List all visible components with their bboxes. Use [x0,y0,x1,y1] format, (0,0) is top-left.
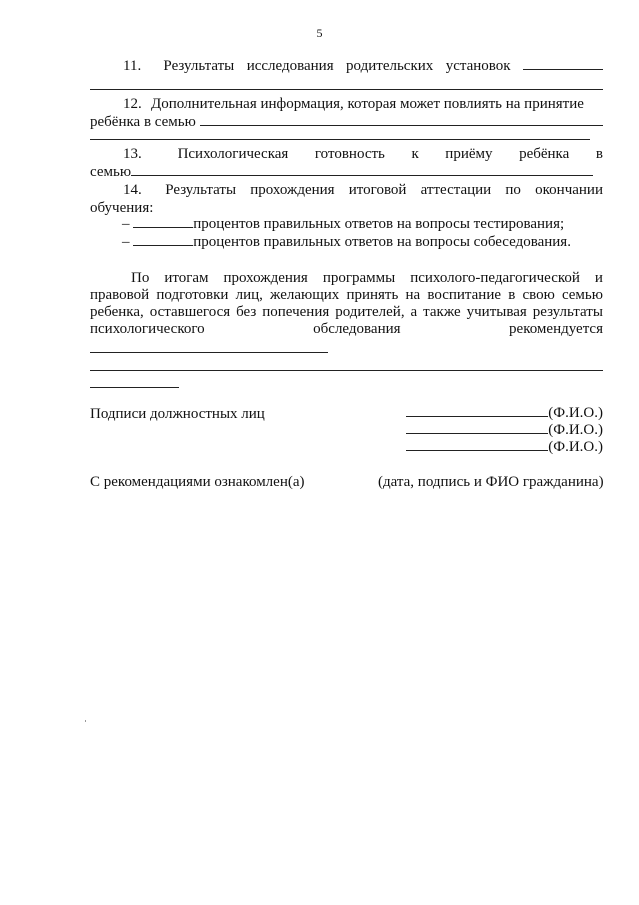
item-14 [90,182,603,199]
conclusion-word: воспитание [427,287,502,303]
conclusion-word: итогам [164,270,209,286]
item-14-word: прохождения [250,182,335,198]
conclusion-word: родителей, [335,304,405,320]
item-13-word: приёму [445,146,493,162]
conclusion-word: прохождения [223,270,308,286]
fio-label: (Ф.И.О.) [548,422,603,438]
item-13-number: 13. [123,146,142,162]
item-12-answer-line[interactable] [90,139,590,140]
recommendation-answer-line[interactable] [90,387,179,388]
conclusion-word: подготовки [156,287,229,303]
signature-field[interactable] [406,422,548,434]
item-14-testing-row [122,216,582,233]
item-12 [90,96,603,113]
fio-label: (Ф.И.О.) [548,405,603,421]
acknowledgement-label: С рекомендациями ознакомлен(а) [90,474,305,490]
item-11-answer-line[interactable] [90,89,603,90]
item-12-text-cont: ребёнка в семью [90,114,196,130]
item-14-word: по [505,182,521,198]
signature-row [406,439,603,456]
conclusion-word: без [236,304,257,320]
scan-artifact [85,720,86,722]
conclusion-word: попечения [262,304,330,320]
item-13-answer-field[interactable] [131,164,593,176]
conclusion-line-2 [90,287,603,304]
fio-label: (Ф.И.О.) [548,439,603,455]
conclusion-word: правовой [90,287,150,303]
conclusion-word: и [594,270,603,286]
signature-field[interactable] [406,405,548,417]
conclusion-line-4 [90,321,603,338]
conclusion-word: рекомендуется [509,321,603,337]
item-13-word: ребёнка [519,146,570,162]
item-13-word: к [411,146,419,162]
conclusion-word: оставшегося [149,304,231,320]
conclusion-word: желающих [270,287,340,303]
conclusion-word: на [405,287,421,303]
item-13-word: готовность [314,146,385,162]
item-11-word: родительских [346,58,434,74]
testing-percent-field[interactable] [133,216,193,228]
item-11-word: исследования [246,58,334,74]
interview-percent-field[interactable] [133,234,193,246]
item-11 [90,58,603,75]
conclusion-word: психолого-педагогической [410,270,580,286]
conclusion-word: в [508,287,516,303]
conclusion-word: ребенка, [90,304,144,320]
conclusion-word: а [410,304,418,320]
item-11-answer-field[interactable] [523,58,603,70]
item-14-word: окончании [535,182,603,198]
conclusion-word: учитывая [466,304,527,320]
item-14-word: итоговой [348,182,407,198]
item-14-number: 14. [123,182,142,198]
interview-percent-label: процентов правильных ответов на вопросы собеседования. [193,234,571,250]
dash: – [122,234,130,250]
conclusion-word: результаты [532,304,603,320]
item-12-number: 12. [123,96,142,112]
conclusion-word: также [423,304,461,320]
item-11-number: 11. [123,58,142,74]
recommendation-answer-line[interactable] [90,370,603,371]
item-13-word: Психологическая [177,146,289,162]
item-13-text-cont: семью [90,164,132,180]
conclusion-word: лиц, [235,287,263,303]
signatures-label: Подписи должностных лиц [90,406,265,422]
signature-row [406,422,603,439]
item-13 [90,146,603,163]
conclusion-word: психологического [90,321,205,337]
dash: – [122,216,130,232]
conclusion-word: принять [346,287,399,303]
item-14-word: аттестации [420,182,492,198]
conclusion-word: По [131,270,150,286]
acknowledgement-note: (дата, подпись и ФИО гражданина) [378,474,604,490]
item-12-text: Дополнительная информация, которая может повлиять на принятие [151,96,584,112]
item-13-word: в [595,146,603,162]
item-13-line2 [90,164,593,181]
item-14-interview-row [122,234,582,251]
item-12-line2 [90,114,603,131]
conclusion-line-1 [131,270,603,287]
testing-percent-label: процентов правильных ответов на вопросы тестирования; [193,216,565,232]
conclusion-line-3 [90,304,603,321]
conclusion-word: обследования [313,321,401,337]
signature-row [406,405,603,422]
item-12-answer-field[interactable] [200,114,603,126]
conclusion-word: свою [522,287,555,303]
item-11-word: Результаты [163,58,235,74]
conclusion-word: программы [322,270,396,286]
recommendation-answer-line[interactable] [90,352,328,353]
item-14-line2: обучения: [90,200,154,216]
conclusion-word: семью [561,287,603,303]
item-11-word: установок [445,58,511,74]
page-number: 5 [316,26,323,40]
item-14-word: Результаты [165,182,237,198]
signature-field[interactable] [406,439,548,451]
